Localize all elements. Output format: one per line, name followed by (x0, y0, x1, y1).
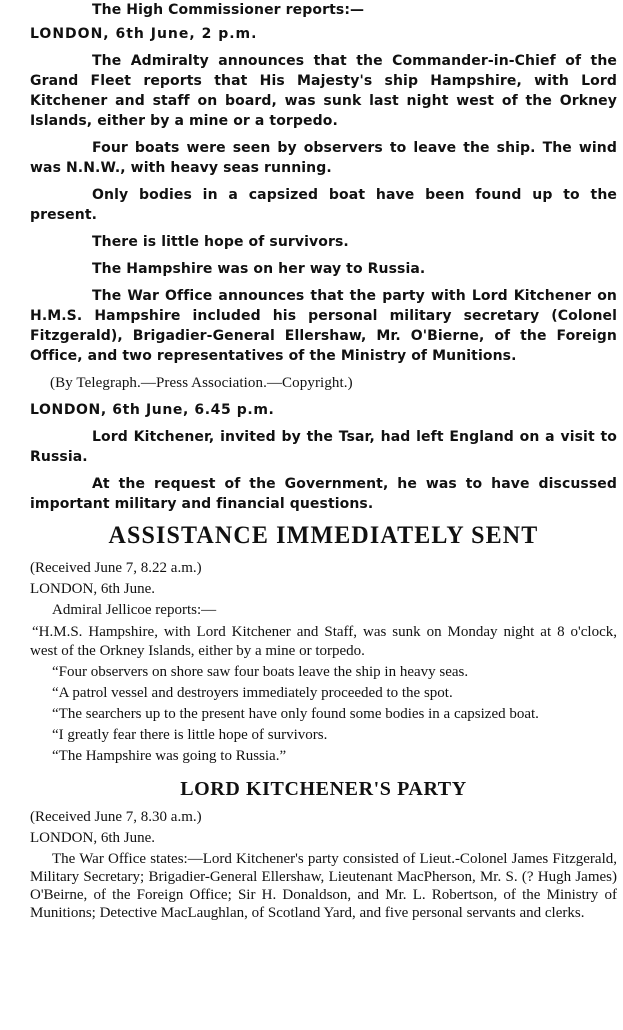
section-heading-assistance: ASSISTANCE IMMEDIATELY SENT (108, 522, 539, 549)
report-intro: The High Commissioner reports:— (92, 2, 365, 18)
received-note: (Received June 7, 8.30 a.m.) (30, 809, 202, 825)
assistance-section (30, 559, 617, 766)
high-commissioner-report (30, 0, 617, 514)
received-note: (Received June 7, 8.22 a.m.) (30, 560, 202, 576)
quote-paragraph: “Four observers on shore saw four boats leave the ship in heavy seas. (52, 664, 469, 680)
report-paragraph: Lord Kitchener, invited by the Tsar, had left England on a visit to Russia. (30, 429, 617, 465)
section-dateline: LONDON, 6th June. (30, 581, 155, 597)
quote-paragraph: “The searchers up to the present have only found some bodies in a capsized boat. (52, 706, 539, 722)
quote-paragraph: “H.M.S. Hampshire, with Lord Kitchener and Staff, was sunk on Monday night at 8 o'clock, west of the Orkney Islands, either by a mine or torpedo. (30, 624, 617, 659)
quote-paragraph: “A patrol vessel and destroyers immediately proceeded to the spot. (52, 685, 453, 701)
report-paragraph: The Hampshire was on her way to Russia. (92, 261, 426, 277)
jellicoe-intro: Admiral Jellicoe reports:— (52, 602, 217, 618)
report-paragraph: At the request of the Government, he was to have discussed important military and financial questions. (30, 476, 617, 512)
section-heading-party: LORD KITCHENER'S PARTY (180, 778, 467, 800)
report-paragraph: The Admiralty announces that the Commander-in-Chief of the Grand Fleet reports that His Majesty's ship Hampshire, with Lord Kitchener and staff on board, was sunk last night west of the Orkney Islands, either by a mine or a torpedo. (30, 53, 617, 129)
press-credit: (By Telegraph.—Press Association.—Copyright.) (50, 375, 353, 391)
report-paragraph: The War Office announces that the party with Lord Kitchener on H.M.S. Hampshire included his personal military secretary (Colonel Fitzgerald), Brigadier-General Ellershaw, Mr. O'Bierne, of the Foreign Office, and two representatives of the Ministry of Munitions. (30, 288, 617, 364)
report-paragraph: There is little hope of survivors. (92, 234, 349, 250)
quote-paragraph: “I greatly fear there is little hope of survivors. (52, 727, 328, 743)
report-paragraph: Four boats were seen by observers to leave the ship. The wind was N.N.W., with heavy seas running. (30, 140, 617, 176)
report-paragraph: Only bodies in a capsized boat have been found up to the present. (30, 187, 617, 223)
section-dateline: LONDON, 6th June. (30, 830, 155, 846)
war-office-paragraph: The War Office states:—Lord Kitchener's party consisted of Lieut.-Colonel James Fitzgerald, Military Secretary; Brigadier-General Ellershaw, Lieutenant MacPherson, Mr. S. (? Hugh James) O'Beirne, of the Foreign Office; Sir H. Donaldson, and Mr. L. Robertson, of the Ministry of Munitions; Detective MacLaughlan, of Scotland Yard, and five personal servants and clerks. (30, 851, 617, 921)
party-section (30, 808, 617, 922)
report-dateline: LONDON, 6th June, 2 p.m. (30, 26, 258, 42)
report-dateline-2: LONDON, 6th June, 6.45 p.m. (30, 402, 275, 418)
quote-paragraph: “The Hampshire was going to Russia.” (52, 748, 287, 764)
